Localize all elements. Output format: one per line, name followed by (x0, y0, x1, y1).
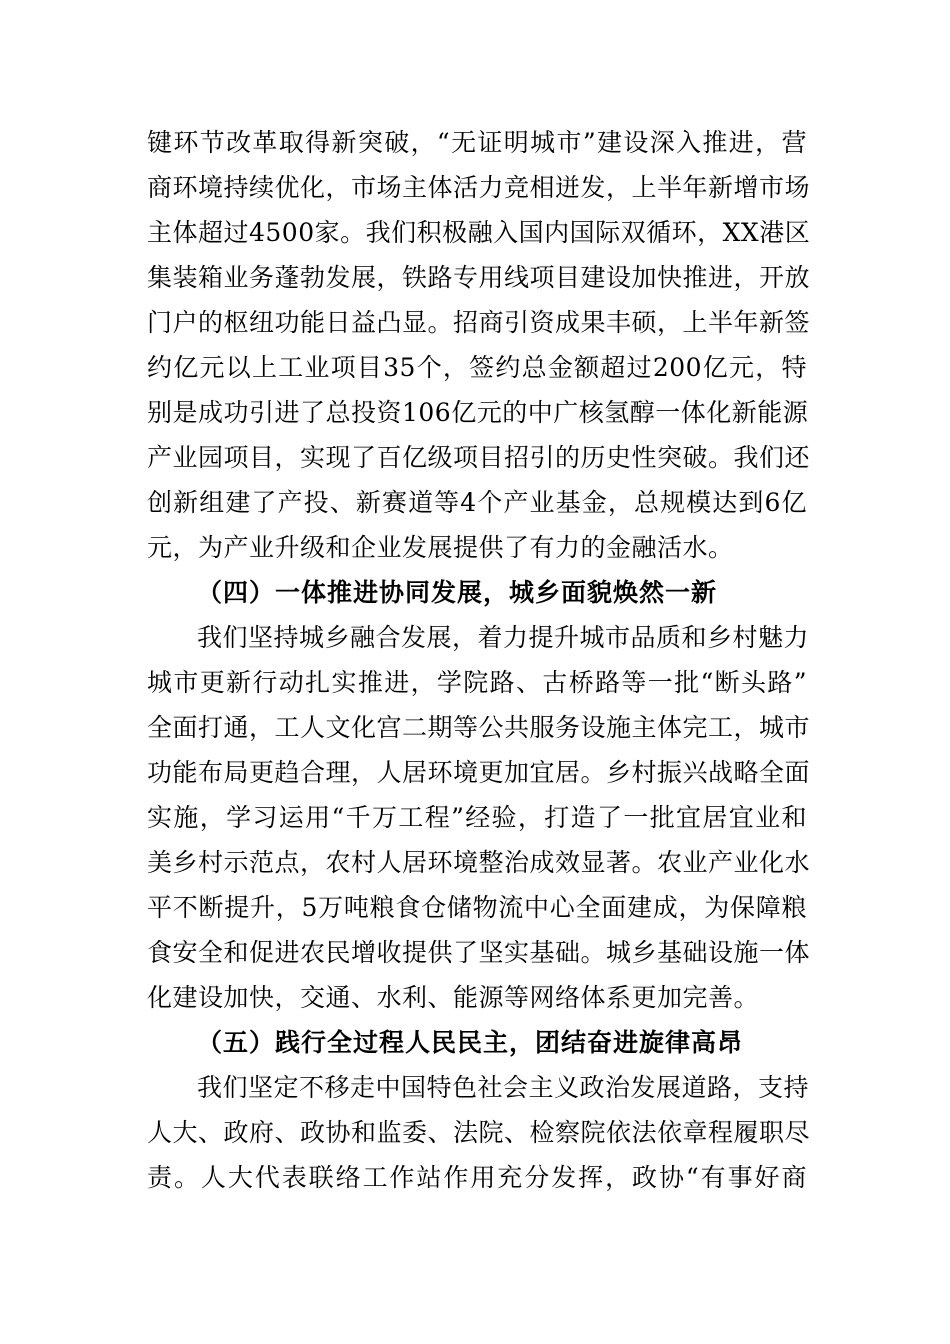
text-line: 元，为产业升级和企业发展提供了有力的金融活水。 (147, 533, 734, 562)
text-line: 门户的枢纽功能日益凸显。招商引资成果丰硕，上半年新签 (147, 308, 811, 337)
text-line: 责。人大代表联络工作站作用充分发挥，政协“有事好商 (147, 1163, 807, 1192)
text-line: 功能布局更趋合理，人居环境更加宜居。乡村振兴战略全面 (147, 758, 811, 787)
text-line: 约亿元以上工业项目35个，签约总金额超过200亿元，特 (147, 353, 807, 382)
text-line: 实施，学习运用“千万工程”经验，打造了一批宜居宜业和 (147, 803, 807, 832)
text-line: 我们坚定不移走中国特色社会主义政治发展道路，支持 (197, 1073, 810, 1102)
text-line: 化建设加快，交通、水利、能源等网络体系更加完善。 (147, 983, 760, 1012)
text-line: 键环节改革取得新突破，“无证明城市”建设深入推进，营 (147, 128, 807, 157)
text-line: 美乡村示范点，农村人居环境整治成效显著。农业产业化水 (147, 848, 811, 877)
text-line: 全面打通，工人文化宫二期等公共服务设施主体完工，城市 (147, 713, 811, 742)
text-line: 产业园项目，实现了百亿级项目招引的历史性突破。我们还 (147, 443, 811, 472)
section-heading-5: （五）践行全过程人民民主，团结奋进旋律高昂 (197, 1028, 744, 1057)
text-line: 主体超过4500家。我们积极融入国内国际双循环，XX港区 (147, 218, 811, 247)
text-line: 别是成功引进了总投资106亿元的中广核氢醇一体化新能源 (147, 398, 809, 427)
text-line: 创新组建了产投、新赛道等4个产业基金，总规模达到6亿 (147, 488, 807, 517)
section-heading-4: （四）一体推进协同发展，城乡面貌焕然一新 (197, 578, 718, 607)
text-line: 食安全和促进农民增收提供了坚实基础。城乡基础设施一体 (147, 938, 811, 967)
text-line: 城市更新行动扎实推进，学院路、古桥路等一批“断头路” (147, 668, 807, 697)
text-line: 集装箱业务蓬勃发展，铁路专用线项目建设加快推进，开放 (147, 263, 811, 292)
text-line: 平不断提升，5万吨粮食仓储物流中心全面建成，为保障粮 (147, 893, 807, 922)
document-body (147, 120, 811, 1200)
text-line: 商环境持续优化，市场主体活力竞相迸发，上半年新增市场 (147, 173, 811, 202)
text-line: 人大、政府、政协和监委、法院、检察院依法依章程履职尽 (147, 1118, 811, 1147)
text-line: 我们坚持城乡融合发展，着力提升城市品质和乡村魅力 (197, 623, 810, 652)
